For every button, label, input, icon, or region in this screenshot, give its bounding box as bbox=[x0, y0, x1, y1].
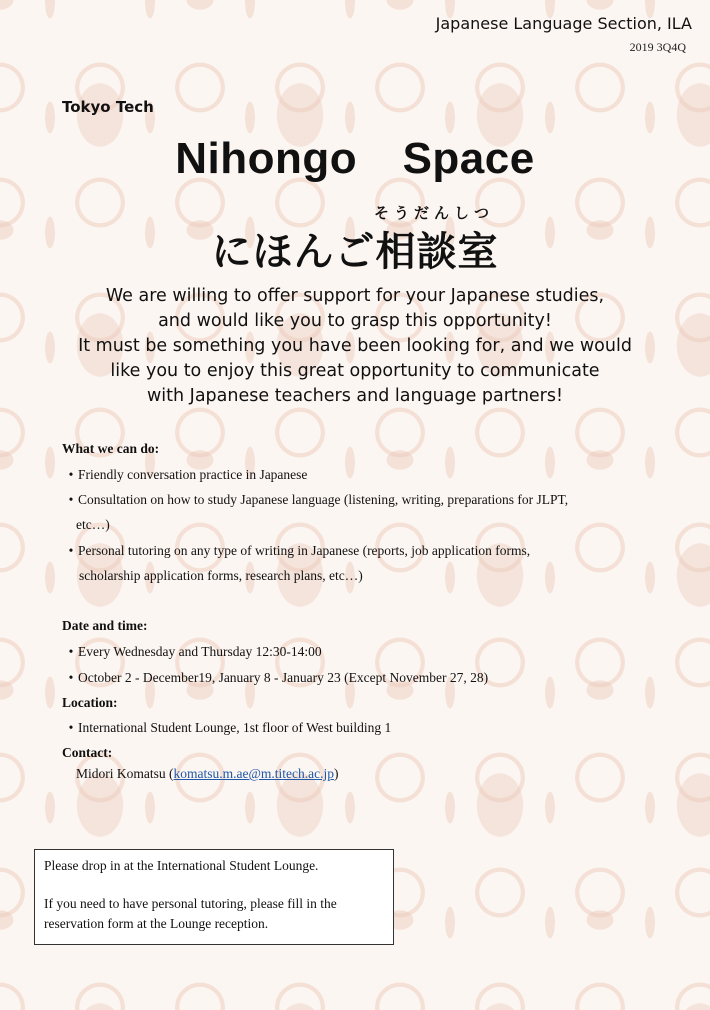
section-heading-location: Location: bbox=[62, 695, 118, 710]
list-item: • October 2 - December19, January 8 - January 23 (Except November 27, 28) bbox=[64, 670, 488, 686]
section-heading-date-time: Date and time: bbox=[62, 618, 148, 633]
bullet-icon: • bbox=[68, 720, 74, 735]
list-item-continuation: etc…) bbox=[76, 517, 110, 532]
list-item: • Personal tutoring on any type of writing in Japanese (reports, job application forms, bbox=[64, 543, 530, 559]
email-link[interactable]: komatsu.m.ae@m.titech.ac.jp bbox=[173, 766, 335, 781]
contact-line: Midori Komatsu (komatsu.m.ae@m.titech.ac.jp) bbox=[76, 766, 339, 781]
section-heading: What we can do: bbox=[62, 441, 160, 456]
list-item: • Friendly conversation practice in Japanese bbox=[64, 467, 307, 483]
notice-line: Please drop in at the International Student Lounge. bbox=[44, 858, 319, 873]
list-item-continuation: scholarship application forms, research plans, etc…) bbox=[79, 568, 363, 583]
intro-paragraph bbox=[0, 284, 710, 409]
intro-line: with Japanese teachers and language partners! bbox=[146, 386, 564, 406]
intro-line: like you to enjoy this great opportunity to communicate bbox=[110, 361, 600, 381]
notice-box bbox=[34, 849, 394, 945]
organization-label: Japanese Language Section, ILA bbox=[435, 14, 692, 33]
brand-label: Tokyo Tech bbox=[62, 98, 154, 116]
page-title: Nihongo Space bbox=[175, 134, 535, 183]
intro-line: We are willing to offer support for your Japanese studies, bbox=[105, 286, 605, 306]
notice-spacer bbox=[44, 876, 384, 894]
section-what-we-can-do bbox=[62, 441, 159, 457]
intro-line: It must be something you have been looking for, and we would bbox=[78, 336, 632, 356]
bullet-icon: • bbox=[68, 467, 74, 482]
list-item: • Consultation on how to study Japanese language (listening, writing, preparations for JLPT, bbox=[64, 492, 568, 508]
bullet-icon: • bbox=[68, 670, 74, 685]
list-item: • Every Wednesday and Thursday 12:30-14:00 bbox=[64, 644, 322, 660]
furigana-reading: そうだんしつ bbox=[374, 204, 495, 222]
bullet-icon: • bbox=[68, 492, 74, 507]
intro-line: and would like you to grasp this opportunity! bbox=[158, 311, 552, 331]
japanese-title: にほんご相談室 bbox=[211, 229, 499, 275]
section-heading-contact: Contact: bbox=[62, 745, 113, 760]
list-item: • International Student Lounge, 1st floor of West building 1 bbox=[64, 720, 391, 736]
bullet-icon: • bbox=[68, 644, 74, 659]
notice-line: If you need to have personal tutoring, please fill in the bbox=[44, 896, 337, 911]
term-label: 2019 3Q4Q bbox=[629, 40, 686, 54]
contact-name: Midori Komatsu ( bbox=[76, 766, 174, 781]
bullet-icon: • bbox=[68, 543, 74, 558]
notice-line: reservation form at the Lounge reception. bbox=[44, 916, 269, 931]
